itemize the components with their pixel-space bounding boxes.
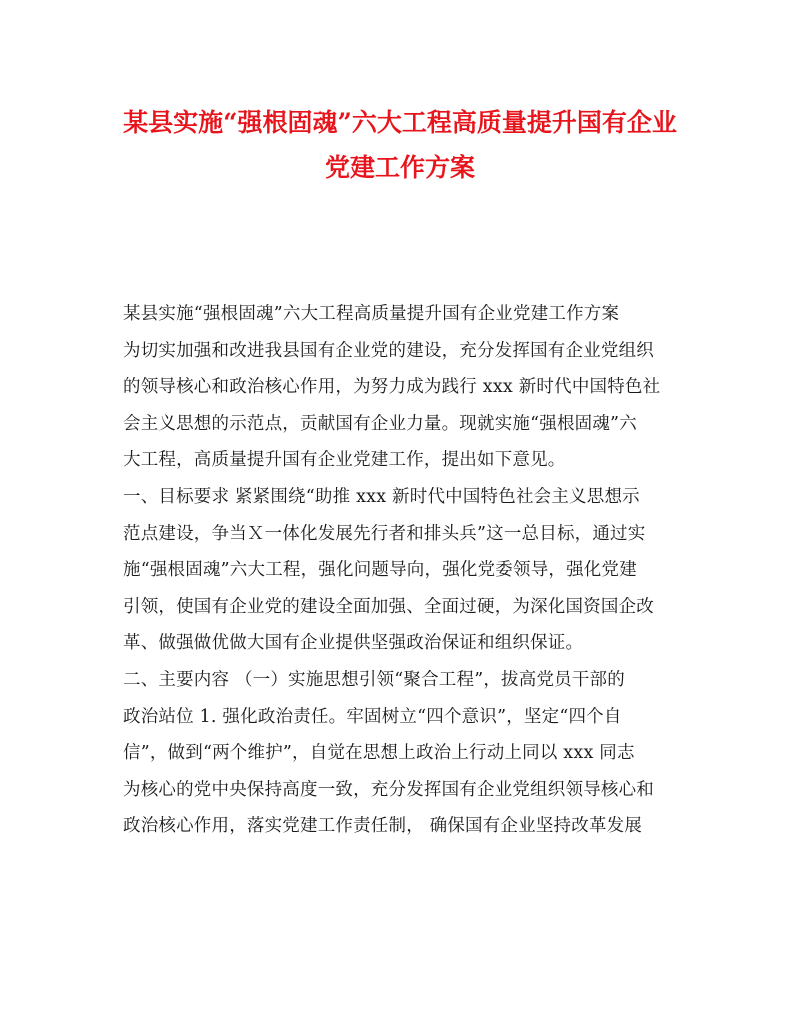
- body-line: 的领导核心和政治核心作用，为努力成为践行 xxx 新时代中国特色社: [123, 377, 661, 398]
- body-line: 某县实施“强根固魂”六大工程高质量提升国有企业党建工作方案: [123, 304, 620, 324]
- title-line-2: 党建工作方案: [324, 153, 475, 182]
- body-line: 引领，使国有企业党的建设全面加强、全面过硬，为深化国资国企改: [123, 596, 654, 617]
- document-title: [100, 100, 700, 190]
- body-line: 政治核心作用，落实党建工作责任制， 确保国有企业坚持改革发展: [123, 816, 643, 837]
- body-line: 施“强根固魂”六大工程，强化问题导向，强化党委领导，强化党建: [123, 560, 637, 581]
- body-line: 大工程，高质量提升国有企业党建工作，提出如下意见。: [123, 450, 566, 471]
- body-line: 一、目标要求 紧紧围绕“助推 xxx 新时代中国特色社会主义思想示: [123, 486, 640, 507]
- body-line: 信”，做到“两个维护”，自觉在思想上政治上行动上同以 xxx 同志: [123, 743, 635, 764]
- document-body: [123, 296, 683, 845]
- body-line: 二、主要内容 （一）实施思想引领“聚合工程”，拔高党员干部的: [123, 669, 625, 690]
- body-line: 政治站位 1. 强化政治责任。牢固树立“四个意识”，坚定“四个自: [123, 706, 622, 727]
- body-line: 范点建设，争当Ｘ一体化发展先行者和排头兵”这一总目标，通过实: [123, 523, 646, 544]
- body-line: 为切实加强和改进我县国有企业党的建设，充分发挥国有企业党组织: [123, 340, 654, 361]
- body-line: 革、做强做优做大国有企业提供坚强政治保证和组织保证。: [123, 633, 584, 654]
- body-line: 为核心的党中央保持高度一致，充分发挥国有企业党组织领导核心和: [123, 779, 654, 800]
- title-line-1: 某县实施“强根固魂”六大工程高质量提升国有企业: [123, 108, 677, 137]
- body-line: 会主义思想的示范点，贡献国有企业力量。现就实施“强根固魂”六: [123, 413, 637, 434]
